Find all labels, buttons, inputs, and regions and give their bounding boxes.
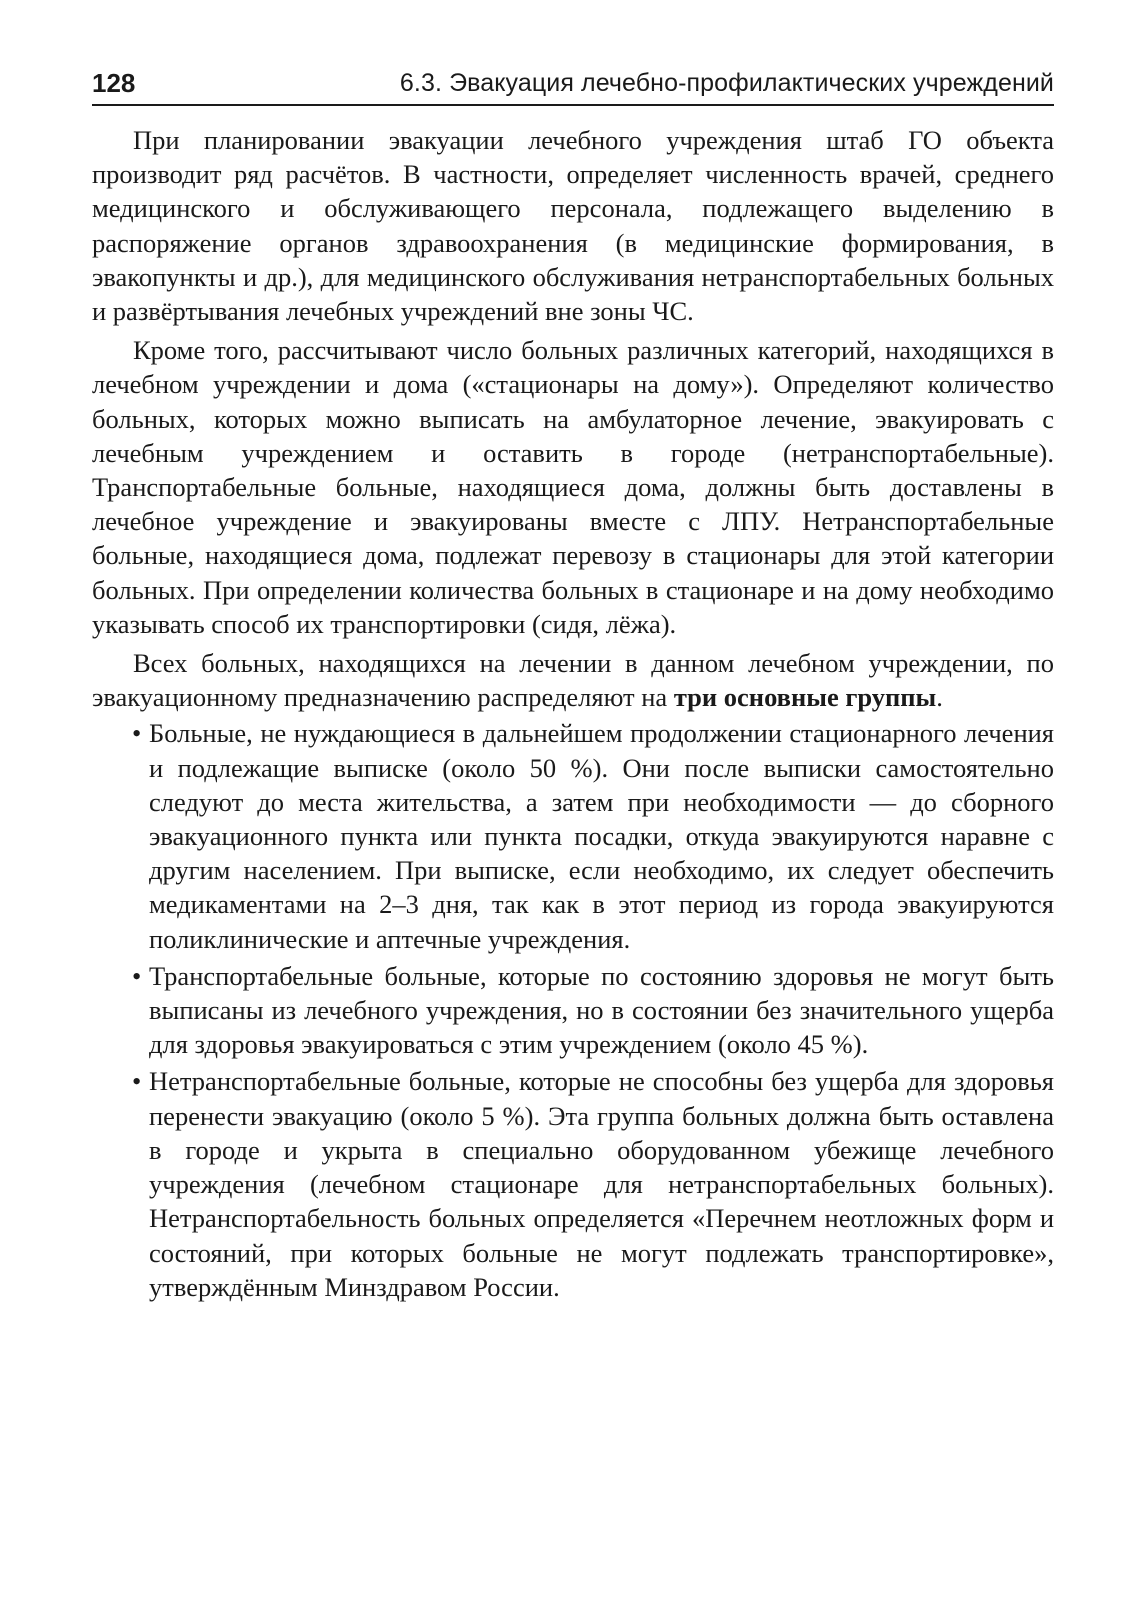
- list-item-text: Транспортабельные больные, которые по состоянию здоровья не могут быть выписаны из лечебного учреждения, но в состоянии без значительного ущерба для здоровья эвакуироваться с этим учреждением (около 45 %).: [149, 960, 1054, 1060]
- bullet-icon: •: [132, 960, 142, 991]
- list-item: [92, 959, 1054, 1062]
- paragraph-patient-count: Кроме того, рассчитывают число больных различных категорий, находящихся в лечебном учреждении и дома («стационары на дому»). Определяют количество больных, которых можно выписать на амбулаторное лечение, эвакуировать с лечебным учреждением и оставить в городе (нетранспортабельные). Транспортабельные больные, находящиеся дома, должны быть доставлены в лечебное учреждение и эвакуированы вместе с ЛПУ. Нетранспортабельные больные, находящиеся дома, подлежат перевозу в стационары для этой категории больных. При определении количества больных в стационаре и на дому необходимо указывать способ их транспортировки (сидя, лёжа).: [92, 335, 1054, 639]
- running-header: [92, 62, 1054, 106]
- list-item: [92, 1064, 1054, 1303]
- list-item-text: Больные, не нуждающиеся в дальнейшем продолжении стационарного лечения и подлежащие выписке (около 50 %). Они после выписки самостоятельно следуют до места жительства, а затем при необходимости — до сборного эвакуационного пункта или пункта посадки, откуда эвакуируются наравне с другим населением. При выписке, если необходимо, их следует обеспечить медикаментами на 2–3 дня, так как в этот период из города эвакуируются поликлинические и аптечные учреждения.: [149, 718, 1054, 954]
- bullet-icon: •: [132, 718, 142, 749]
- bullet-icon: •: [132, 1066, 142, 1097]
- groups-intro-text: Всех больных, находящихся на лечении в данном лечебном учреждении, по эвакуационному предназначению распределяют на: [92, 648, 1054, 713]
- paragraph-groups-intro: [92, 646, 1054, 714]
- patient-groups-list: [92, 716, 1054, 1303]
- chapter-title: 6.3. Эвакуация лечебно-профилактических учреждений: [399, 69, 1054, 97]
- list-item-text: Нетранспортабельные больные, которые не способны без ущерба для здоровья перенести эвакуацию (около 5 %). Эта группа больных должна быть оставлена в городе и укрыта в специально оборудованном убежище лечебного учреждения (лечебном стационаре для нетранспортабельных больных). Нетранспортабельность больных определяется «Перечнем неотложных форм и состояний, при которых больные не могут подлежать транспортировке», утверждённым Минздравом России.: [149, 1066, 1054, 1302]
- groups-intro-end: .: [936, 682, 943, 713]
- list-item: [92, 716, 1054, 955]
- page-number: 128: [92, 68, 136, 98]
- paragraph-planning: При планировании эвакуации лечебного учреждения штаб ГО объекта производит ряд расчётов. В частности, определяет численность врачей, среднего медицинского и обслуживающего персонала, подлежащего выделению в распоряжение органов здравоохранения (в медицинские формирования, в эвакопункты и др.), для медицинского обслуживания нетранспортабельных больных и развёртывания лечебных учреждений вне зоны ЧС.: [92, 125, 1054, 327]
- groups-intro-bold: три основные группы: [673, 682, 937, 713]
- body-text: [92, 123, 1054, 1304]
